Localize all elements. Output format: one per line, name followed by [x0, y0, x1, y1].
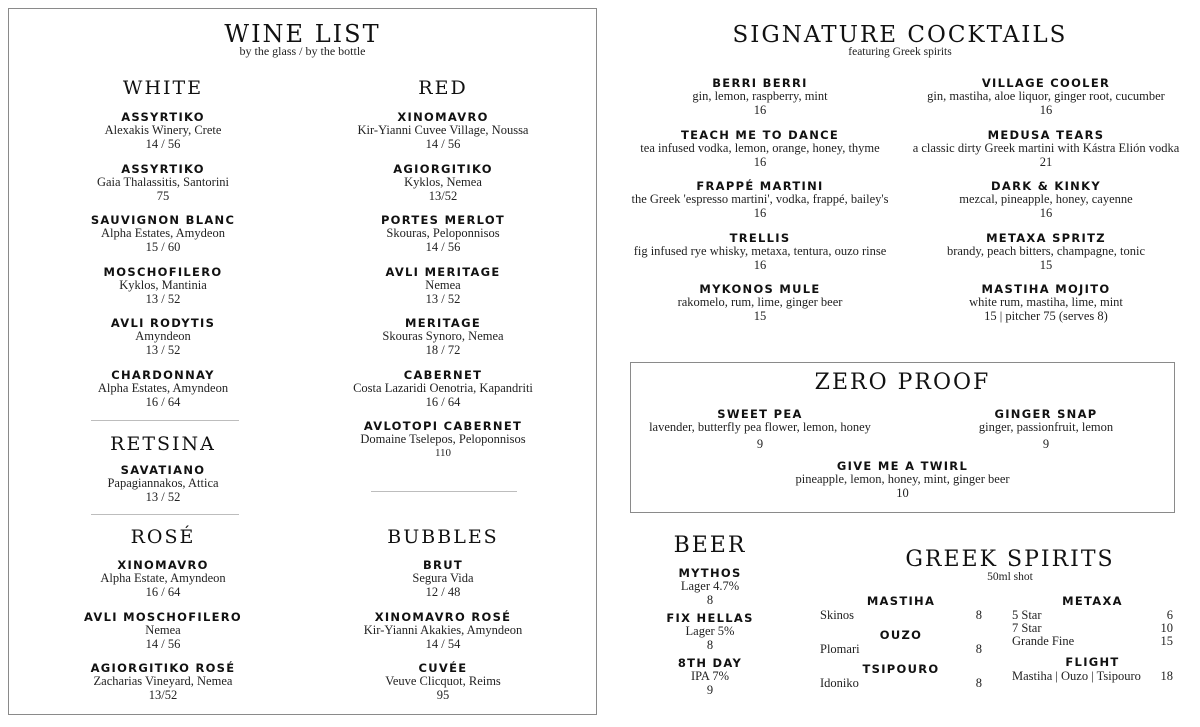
- item-price: 16: [753, 206, 767, 220]
- item-name: VILLAGE COOLER: [981, 76, 1111, 90]
- greek-spirits-subtitle: 50ml shot: [987, 571, 1033, 583]
- item-name: CABERNET: [403, 367, 483, 382]
- item-price: 21: [1039, 154, 1053, 169]
- item-desc: Alpha Estate, Amyndeon: [100, 571, 226, 585]
- item-desc: Nemea: [145, 622, 181, 637]
- list-item: [51, 214, 275, 266]
- white-title: WHITE: [122, 77, 204, 99]
- item-desc: Zacharias Vineyard, Nemea: [93, 674, 233, 688]
- divider: [91, 514, 239, 515]
- spirits-right-column: [1012, 595, 1173, 683]
- item-desc: ginger, passionfruit, lemon: [978, 420, 1114, 434]
- item-name: DARK & KINKY: [991, 179, 1101, 193]
- item-price: 14 / 56: [425, 240, 461, 254]
- list-item: [896, 77, 1196, 129]
- item-desc: fig infused rye whisky, metaxa, tentura, ouzo rinse: [633, 243, 887, 258]
- item-price: 13 / 52: [425, 291, 461, 306]
- item-price: 13 / 52: [145, 490, 181, 504]
- item-desc: Alpha Estates, Amydeon: [101, 226, 225, 240]
- item-name: METAXA SPRITZ: [986, 230, 1106, 245]
- item-price: 16: [1039, 103, 1053, 117]
- item-desc: lavender, butterfly pea flower, lemon, honey: [649, 420, 871, 434]
- item-desc: Amyndeon: [135, 329, 191, 343]
- item-price: 13/52: [428, 188, 458, 203]
- item-name: AVLI MERITAGE: [385, 264, 501, 279]
- retsina-title: RETSINA: [110, 433, 216, 455]
- list-item: [331, 662, 555, 714]
- item-name: SWEET PEA: [717, 407, 803, 421]
- spirit-price: 6: [1166, 608, 1173, 622]
- list-item: [896, 232, 1196, 284]
- item-desc: the Greek 'espresso martini', vodka, frappé, bailey's: [631, 192, 889, 206]
- item-desc: tea infused vodka, lemon, orange, honey, thyme: [640, 140, 880, 155]
- item-desc: gin, lemon, raspberry, mint: [692, 89, 828, 103]
- item-name: ASSYRTIKO: [121, 110, 205, 124]
- item-name: FIX HELLAS: [666, 611, 754, 625]
- spirit-price: 8: [975, 608, 982, 622]
- list-item: [331, 611, 555, 663]
- list-item: [51, 559, 275, 611]
- tsipouro-title: TSIPOURO: [862, 662, 940, 676]
- item-price: 9: [1042, 437, 1050, 451]
- list-item: [331, 266, 555, 318]
- divider: [91, 420, 239, 421]
- item-desc: Gaia Thalassitis, Santorini: [96, 174, 230, 189]
- item-name: AVLI RODYTIS: [110, 316, 216, 330]
- spirit-label: Plomari: [820, 642, 860, 656]
- list-item: [931, 408, 1161, 451]
- item-price: 9: [706, 683, 714, 697]
- item-desc: Domaine Tselepos, Peloponnisos: [360, 432, 526, 446]
- zero-proof-panel: [630, 362, 1175, 513]
- ouzo-title: OUZO: [879, 628, 923, 642]
- spirits-left-column: [820, 595, 982, 690]
- list-item: [331, 214, 555, 266]
- item-price: 16: [753, 257, 767, 272]
- metaxa-title: METAXA: [1062, 594, 1123, 608]
- item-price: 16 / 64: [145, 394, 181, 409]
- item-desc: Kyklos, Nemea: [404, 174, 482, 189]
- list-item: [610, 77, 910, 129]
- item-desc: Segura Vida: [412, 571, 474, 585]
- mastiha-title: MASTIHA: [866, 594, 936, 608]
- item-price: 14 / 56: [145, 636, 181, 651]
- spirit-row: [1012, 670, 1173, 683]
- list-item: [610, 283, 910, 335]
- item-name: BRUT: [422, 558, 463, 572]
- list-item: [631, 460, 1174, 500]
- item-name: MYKONOS MULE: [699, 282, 821, 296]
- item-name: XINOMAVRO: [117, 558, 209, 572]
- cocktails-title: SIGNATURE COCKTAILS: [732, 22, 1068, 48]
- item-price: 13 / 52: [145, 291, 181, 306]
- list-item: [51, 369, 275, 421]
- list-item: [331, 559, 555, 611]
- spirit-label: 5 Star: [1012, 608, 1042, 622]
- spirit-row: [820, 643, 982, 656]
- item-name: MYTHOS: [678, 566, 742, 580]
- spirit-label: Grande Fine: [1012, 634, 1075, 648]
- item-desc: white rum, mastiha, lime, mint: [969, 295, 1123, 309]
- item-price: 15: [1039, 257, 1053, 272]
- item-desc: mezcal, pineapple, honey, cayenne: [959, 192, 1133, 206]
- flight-title: FLIGHT: [1065, 655, 1120, 669]
- item-desc: Veuve Clicquot, Reims: [385, 674, 501, 688]
- greek-spirits-title: GREEK SPIRITS: [905, 547, 1115, 572]
- item-desc: brandy, peach bitters, champagne, tonic: [946, 243, 1146, 258]
- list-item: [51, 662, 275, 714]
- spirit-row: [1012, 635, 1173, 648]
- item-price: 15: [753, 309, 767, 323]
- divider: [371, 491, 517, 492]
- item-name: MEDUSA TEARS: [987, 127, 1105, 142]
- item-name: TRELLIS: [729, 230, 791, 245]
- red-section: [331, 75, 555, 472]
- item-name: XINOMAVRO: [397, 110, 489, 124]
- spirit-row: [820, 677, 982, 690]
- list-item: [331, 369, 555, 421]
- spirit-label: Mastiha | Ouzo | Tsipouro: [1012, 669, 1141, 683]
- zero-proof-title: ZERO PROOF: [814, 370, 991, 395]
- list-item: [51, 111, 275, 163]
- list-item: [640, 612, 780, 657]
- item-name: MASTIHA MOJITO: [981, 282, 1111, 296]
- item-price: 16: [753, 103, 767, 117]
- list-item: [610, 232, 910, 284]
- list-item: [51, 611, 275, 663]
- item-desc: Kir-Yianni Cuvee Village, Noussa: [357, 123, 529, 137]
- item-desc: Papagiannakos, Attica: [107, 476, 219, 490]
- spirit-row: [820, 609, 982, 622]
- item-price: 9: [756, 437, 764, 451]
- item-price: 13 / 52: [145, 343, 181, 357]
- list-item: [610, 129, 910, 181]
- item-name: GIVE ME A TWIRL: [836, 459, 969, 473]
- item-name: TEACH ME TO DANCE: [680, 127, 840, 142]
- rose-section: [51, 524, 275, 714]
- cocktails-left-column: [610, 77, 910, 335]
- item-name: BERRI BERRI: [712, 76, 808, 90]
- item-name: XINOMAVRO ROSÉ: [374, 609, 512, 624]
- item-desc: Alexakis Winery, Crete: [104, 123, 222, 137]
- wine-list-panel: [8, 8, 597, 715]
- list-item: [51, 317, 275, 369]
- item-price: 16 / 64: [425, 394, 461, 409]
- item-desc: Kir-Yianni Akakies, Amyndeon: [363, 622, 523, 637]
- item-desc: gin, mastiha, aloe liquor, ginger root, cucumber: [927, 89, 1165, 103]
- item-price: 95: [436, 688, 450, 702]
- list-item: [331, 420, 555, 472]
- spirit-price: 8: [975, 676, 982, 690]
- item-price: 16: [1039, 206, 1053, 220]
- item-desc: IPA 7%: [690, 669, 730, 683]
- beer-section: [640, 533, 780, 702]
- spirit-label: 7 Star: [1012, 621, 1042, 635]
- list-item: [640, 657, 780, 702]
- item-name: PORTES MERLOT: [380, 213, 506, 227]
- item-name: AGIORGITIKO ROSÉ: [90, 661, 236, 675]
- spirit-price: 18: [1160, 669, 1173, 683]
- item-name: FRAPPÉ MARTINI: [696, 179, 824, 193]
- wine-list-subtitle: by the glass / by the bottle: [239, 44, 366, 58]
- rose-title: ROSÉ: [130, 526, 196, 548]
- item-name: CHARDONNAY: [111, 367, 215, 382]
- item-price: 14 / 56: [425, 137, 461, 151]
- item-desc: Skouras Synoro, Nemea: [382, 329, 504, 343]
- item-name: AVLI MOSCHOFILERO: [83, 609, 243, 624]
- spirit-price: 10: [1160, 621, 1173, 635]
- white-section: [51, 75, 275, 420]
- item-price: 15 / 60: [145, 240, 181, 254]
- item-price: 110: [434, 447, 452, 459]
- cocktails-subtitle: featuring Greek spirits: [848, 46, 952, 58]
- list-item: [610, 180, 910, 232]
- item-price: 10: [896, 486, 909, 500]
- item-price: 14 / 56: [145, 137, 181, 151]
- item-desc: Lager 5%: [685, 624, 735, 638]
- list-item: [331, 317, 555, 369]
- cocktails-right-column: [896, 77, 1196, 335]
- list-item: [331, 111, 555, 163]
- item-desc: Alpha Estates, Amyndeon: [97, 380, 229, 395]
- list-item: [51, 163, 275, 215]
- list-item: [896, 180, 1196, 232]
- spirit-label: Skinos: [820, 608, 855, 622]
- item-desc: Costa Lazaridi Oenotria, Kapandriti: [353, 380, 533, 395]
- item-name: ASSYRTIKO: [121, 161, 205, 176]
- list-item: [51, 464, 275, 504]
- item-desc: pineapple, lemon, honey, mint, ginger beer: [795, 472, 1010, 486]
- item-desc: Skouras, Peloponnisos: [386, 226, 500, 240]
- item-price: 13/52: [148, 688, 178, 702]
- list-item: [331, 163, 555, 215]
- beer-title: BEER: [673, 533, 747, 558]
- list-item: [640, 567, 780, 612]
- item-name: MOSCHOFILERO: [103, 264, 223, 279]
- item-desc: Nemea: [425, 277, 461, 292]
- item-desc: Kyklos, Mantinia: [119, 277, 207, 292]
- item-price: 14 / 54: [425, 636, 461, 651]
- list-item: [896, 283, 1196, 335]
- spirit-label: Idoniko: [820, 676, 859, 690]
- list-item: [633, 408, 887, 451]
- item-desc: a classic dirty Greek martini with Kástra Elión vodka: [912, 140, 1180, 155]
- item-desc: Lager 4.7%: [680, 579, 740, 593]
- item-price: 16: [753, 154, 767, 169]
- bubbles-title: BUBBLES: [387, 526, 499, 548]
- item-price: 75: [156, 188, 170, 203]
- item-name: SAUVIGNON BLANC: [90, 213, 236, 227]
- retsina-section: [51, 431, 275, 504]
- item-desc: rakomelo, rum, lime, ginger beer: [677, 295, 843, 309]
- red-title: RED: [418, 77, 468, 99]
- item-price: 15 | pitcher 75 (serves 8): [984, 309, 1108, 323]
- spirit-price: 8: [975, 642, 982, 656]
- item-price: 8: [706, 638, 714, 652]
- item-name: MERITAGE: [405, 316, 481, 330]
- item-price: 12 / 48: [425, 585, 461, 599]
- item-name: SAVATIANO: [120, 463, 206, 477]
- item-price: 18 / 72: [425, 343, 461, 357]
- wine-list-title: WINE LIST: [224, 20, 381, 48]
- list-item: [896, 129, 1196, 181]
- item-name: AGIORGITIKO: [393, 161, 493, 176]
- item-price: 8: [706, 593, 714, 607]
- item-name: CUVÉE: [418, 661, 468, 675]
- spirit-price: 15: [1160, 634, 1173, 648]
- item-name: AVLOTOPI CABERNET: [363, 419, 523, 433]
- item-name: GINGER SNAP: [994, 407, 1098, 421]
- bubbles-section: [331, 524, 555, 714]
- item-price: 16 / 64: [145, 585, 181, 599]
- list-item: [51, 266, 275, 318]
- item-name: 8TH DAY: [677, 656, 743, 670]
